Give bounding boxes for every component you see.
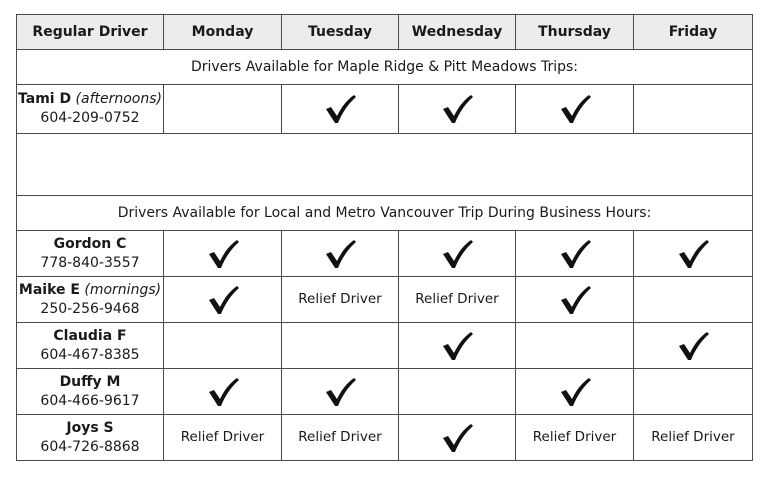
section-title-maple-ridge: Drivers Available for Maple Ridge & Pitt Meadows Trips:	[17, 50, 753, 85]
driver-name: Tami D	[18, 91, 72, 107]
driver-row	[17, 323, 753, 369]
driver-name: Claudia F	[53, 327, 127, 344]
check-icon	[206, 377, 240, 407]
day-cell-friday	[634, 369, 753, 415]
day-cell-friday	[634, 85, 753, 134]
driver-name: Maike E	[18, 281, 80, 298]
header-regular-driver: Regular Driver	[17, 15, 164, 50]
day-cell-tuesday	[282, 277, 399, 323]
day-cell-thursday	[516, 277, 634, 323]
check-icon	[440, 94, 474, 124]
driver-name-cell	[17, 85, 164, 134]
check-icon	[676, 239, 710, 269]
spacer-cell	[17, 134, 753, 196]
day-cell-wednesday	[399, 277, 516, 323]
driver-name: Joys S	[66, 419, 114, 436]
driver-name-cell	[17, 277, 164, 323]
day-cell-wednesday	[399, 415, 516, 461]
day-cell-monday	[164, 277, 282, 323]
driver-phone: 604-466-9617	[40, 392, 140, 409]
driver-row	[17, 415, 753, 461]
day-cell-thursday	[516, 231, 634, 277]
section-row-maple-ridge	[17, 50, 753, 85]
spacer-row	[17, 134, 753, 196]
driver-name: Gordon C	[53, 235, 127, 252]
day-cell-tuesday	[282, 369, 399, 415]
section-row-local	[17, 196, 753, 231]
day-cell-tuesday	[282, 85, 399, 134]
day-cell-thursday	[516, 323, 634, 369]
check-icon	[323, 94, 357, 124]
driver-shift-note: (afternoons)	[75, 91, 162, 107]
check-icon	[558, 285, 592, 315]
header-tuesday: Tuesday	[282, 15, 399, 50]
driver-name-cell	[17, 415, 164, 461]
header-thursday: Thursday	[516, 15, 634, 50]
header-wednesday: Wednesday	[399, 15, 516, 50]
header-row	[17, 15, 753, 50]
driver-phone: 778-840-3557	[40, 254, 140, 271]
relief-driver-label: Relief Driver	[532, 429, 617, 445]
relief-driver-label: Relief Driver	[651, 429, 735, 445]
day-cell-monday	[164, 369, 282, 415]
relief-driver-label: Relief Driver	[415, 291, 499, 307]
day-cell-monday	[164, 323, 282, 369]
day-cell-wednesday	[399, 369, 516, 415]
day-cell-wednesday	[399, 323, 516, 369]
check-icon	[558, 377, 592, 407]
day-cell-tuesday	[282, 323, 399, 369]
driver-row	[17, 277, 753, 323]
check-icon	[676, 331, 710, 361]
relief-driver-label: Relief Driver	[298, 291, 382, 307]
day-cell-monday	[164, 231, 282, 277]
day-cell-wednesday	[399, 231, 516, 277]
driver-name: Duffy M	[59, 373, 121, 390]
driver-phone: 604-209-0752	[40, 110, 140, 126]
driver-name-cell	[17, 323, 164, 369]
day-cell-monday	[164, 415, 282, 461]
driver-shift-note: (mornings)	[84, 281, 162, 298]
header-friday: Friday	[634, 15, 753, 50]
day-cell-tuesday	[282, 231, 399, 277]
check-icon	[323, 239, 357, 269]
day-cell-friday	[634, 323, 753, 369]
driver-name-cell	[17, 369, 164, 415]
check-icon	[323, 377, 357, 407]
check-icon	[440, 423, 474, 453]
relief-driver-label: Relief Driver	[180, 429, 265, 445]
check-icon	[440, 239, 474, 269]
driver-row	[17, 369, 753, 415]
check-icon	[440, 331, 474, 361]
driver-phone: 250-256-9468	[40, 300, 140, 317]
day-cell-thursday	[516, 415, 634, 461]
day-cell-thursday	[516, 85, 634, 134]
check-icon	[558, 94, 592, 124]
day-cell-tuesday	[282, 415, 399, 461]
check-icon	[206, 285, 240, 315]
day-cell-monday	[164, 85, 282, 134]
driver-row	[17, 231, 753, 277]
header-monday: Monday	[164, 15, 282, 50]
driver-phone: 604-726-8868	[40, 438, 140, 455]
driver-schedule-table	[16, 14, 753, 461]
day-cell-friday	[634, 415, 753, 461]
day-cell-friday	[634, 231, 753, 277]
check-icon	[206, 239, 240, 269]
driver-phone: 604-467-8385	[40, 346, 140, 363]
check-icon	[558, 239, 592, 269]
day-cell-thursday	[516, 369, 634, 415]
driver-row	[17, 85, 753, 134]
driver-name-cell	[17, 231, 164, 277]
day-cell-wednesday	[399, 85, 516, 134]
relief-driver-label: Relief Driver	[298, 429, 382, 445]
section-title-local: Drivers Available for Local and Metro Vancouver Trip During Business Hours:	[17, 196, 753, 231]
day-cell-friday	[634, 277, 753, 323]
